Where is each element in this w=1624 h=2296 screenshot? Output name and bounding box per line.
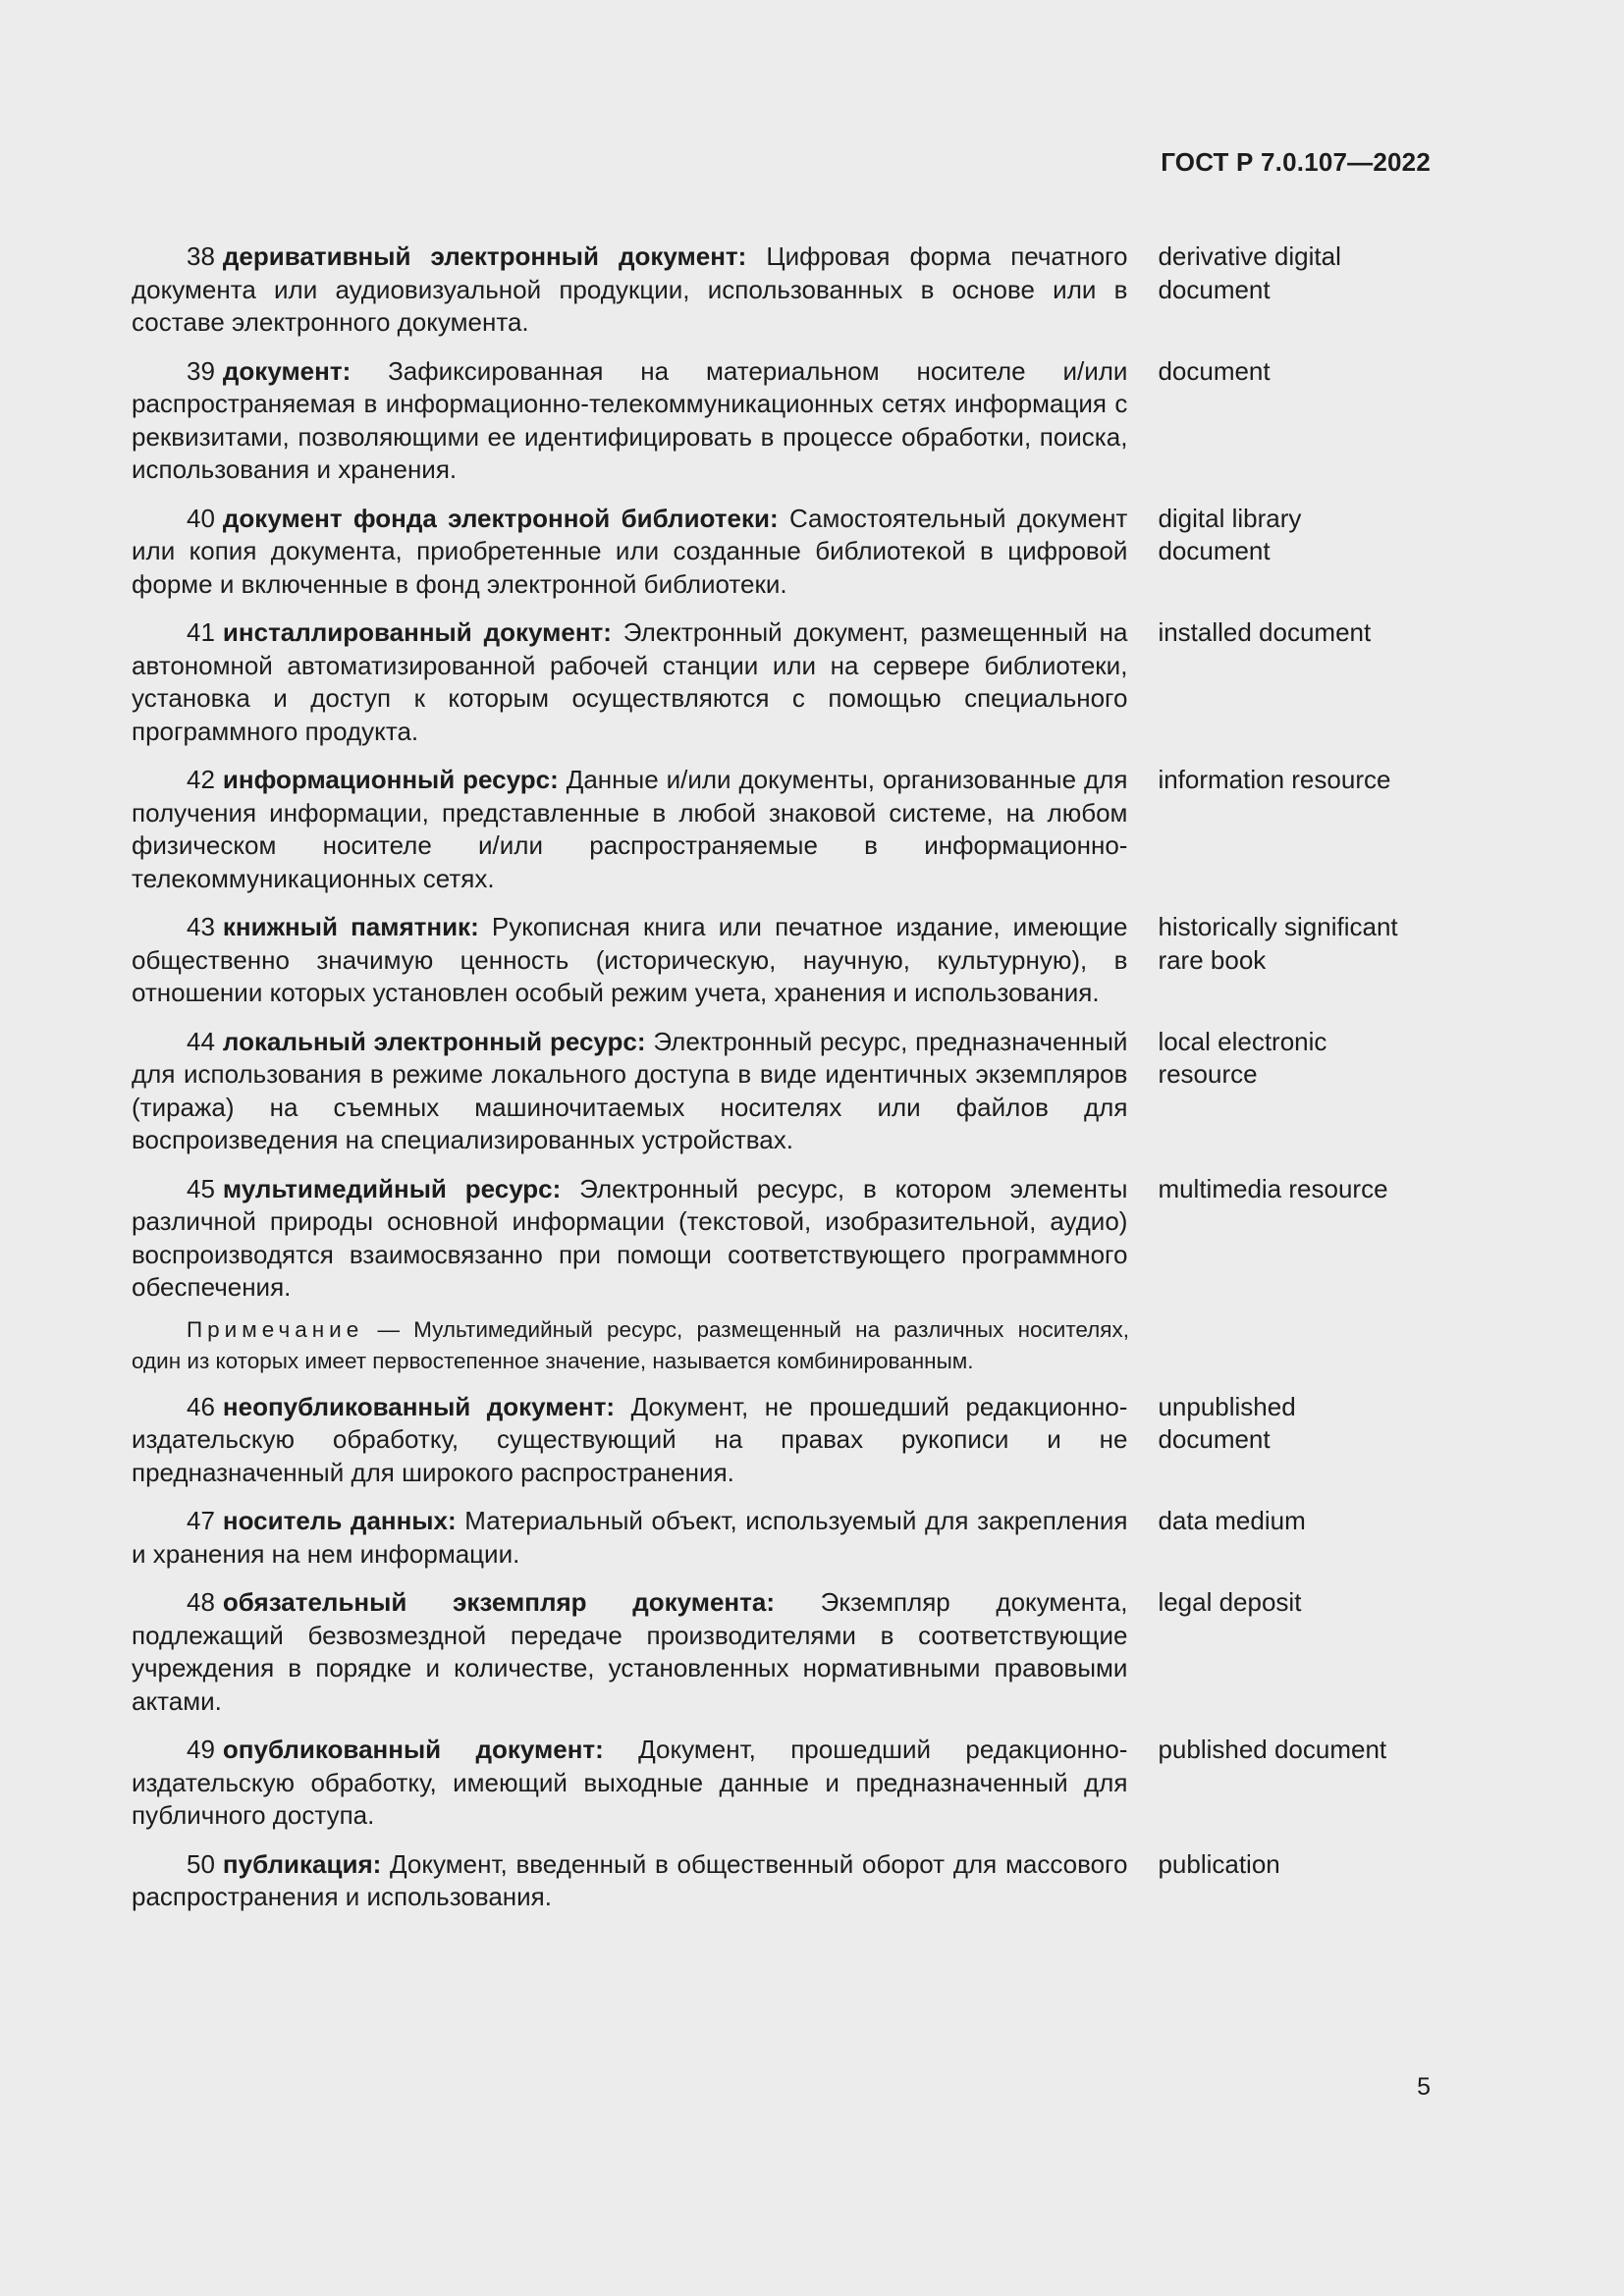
term-definition-text — [132, 764, 1127, 895]
term-entry-47 — [132, 1505, 1433, 1571]
terms-list — [132, 240, 1433, 1930]
term-definition: Электронный ресурс, в котором элементы различной природы основной информации (текстовой, изобразительной, аудио) воспроизводятся взаимосвязанно при помощи соответствующего программного обеспечения. — [132, 1173, 1128, 1302]
term-title: мультимедийный ресурс: — [222, 1173, 562, 1203]
term-definition-text — [132, 355, 1127, 487]
term-title: публикация: — [222, 1848, 382, 1879]
term-definition: Электронный ресурс, предназначенный для использования в режиме локального доступа в виде идентичных экземпляров (тиража) на съемных машиночитаемых носителях или файлов для воспроизведения на специализированных устройствах. — [132, 1026, 1128, 1154]
term-entry-43 — [132, 911, 1433, 1010]
term-number: 45 — [187, 1173, 215, 1203]
term-definition: Документ, введенный в общественный оборот для массового распространения и использования. — [132, 1848, 1128, 1911]
term-title: неопубликованный документ: — [222, 1391, 616, 1421]
document-code-header: ГОСТ Р 7.0.107—2022 — [1161, 147, 1431, 177]
term-definition-text — [132, 1391, 1127, 1490]
term-number: 38 — [187, 241, 215, 271]
term-definition-text — [132, 1505, 1127, 1571]
term-definition: Материальный объект, используемый для закрепления и хранения на нем информации. — [132, 1506, 1128, 1569]
term-number: 39 — [187, 355, 215, 386]
term-definition-text — [132, 1173, 1127, 1305]
note-dash: — — [377, 1316, 400, 1342]
term-number: 49 — [187, 1735, 215, 1764]
term-title: обязательный экземпляр документа: — [222, 1587, 775, 1617]
term-definition: Электронный документ, размещенный на автономной автоматизированной рабочей станции или на сервере библиотеки, установка и доступ к которым осуществляются с помощью специального программного продукта. — [132, 617, 1128, 746]
term-entry-41 — [132, 616, 1433, 748]
term-number: 46 — [187, 1391, 215, 1421]
term-title: опубликованный документ: — [222, 1735, 604, 1764]
english-equivalent: multimedia resource — [1158, 1173, 1388, 1203]
term-number: 44 — [187, 1026, 215, 1056]
term-title: книжный памятник: — [222, 912, 479, 941]
english-equivalent: data medium — [1158, 1506, 1306, 1535]
term-entry-38 — [132, 240, 1433, 340]
term-definition-text — [132, 1026, 1127, 1157]
term-entry-46 — [132, 1391, 1433, 1490]
english-equivalent: digital library document — [1158, 503, 1302, 565]
term-definition: Самостоятельный документ или копия документа, приобретенные или созданные библиотекой в цифровой форме и включенные в фонд электронной библиотеки. — [132, 503, 1128, 599]
term-definition: Данные и/или документы, организованные для получения информации, представленные в любой знаковой системе, на любом физическом носителе и/или распространяемые в информационно-телекоммуникационных сетях. — [132, 765, 1128, 893]
term-definition: Зафиксированная на материальном носителе и/или распространяемая в информационно-телекоммуникационных сетях информация с реквизитами, позволяющими ее идентифицировать в процессе обработки, поиска, использования и хранения. — [132, 355, 1128, 484]
english-equivalent: published document — [1158, 1735, 1387, 1764]
term-title: деривативный электронный документ: — [222, 241, 747, 271]
term-definition-text — [132, 911, 1127, 1010]
term-title: документ фонда электронной библиотеки: — [222, 503, 779, 533]
term-number: 47 — [187, 1506, 215, 1535]
term-definition-text — [132, 503, 1127, 602]
page-number: 5 — [1417, 2073, 1431, 2101]
term-title: документ: — [222, 355, 352, 386]
term-entry-48 — [132, 1586, 1433, 1718]
term-definition: Документ, не прошедший редакционно-издательскую обработку, существующий на правах рукописи и не предназначенный для широкого распространения. — [132, 1391, 1128, 1487]
term-definition: Документ, прошедший редакционно-издательскую обработку, имеющий выходные данные и предназначенный для публичного доступа. — [132, 1735, 1128, 1830]
term-entry-39 — [132, 355, 1433, 487]
term-definition-text — [132, 1848, 1127, 1914]
note-label: Примечание — [187, 1316, 364, 1342]
term-definition: Экземпляр документа, подлежащий безвозмездной передаче производителями в соответствующие учреждения в порядке и количестве, установленных нормативными правовыми актами. — [132, 1587, 1128, 1716]
term-entry-42 — [132, 764, 1433, 895]
term-title: локальный электронный ресурс: — [222, 1026, 646, 1056]
term-definition: Рукописная книга или печатное издание, имеющие общественно значимую ценность (историческую, научную, культурную), в отношении которых установлен особый режим учета, хранения и использования. — [132, 912, 1128, 1007]
term-entry-50 — [132, 1848, 1433, 1914]
term-number: 42 — [187, 765, 215, 794]
term-number: 41 — [187, 617, 215, 647]
english-equivalent: document — [1158, 355, 1271, 386]
english-equivalent: local electronic resource — [1158, 1026, 1327, 1089]
english-equivalent: derivative digital document — [1158, 241, 1341, 304]
term-definition-text — [132, 1586, 1127, 1718]
english-equivalent: legal deposit — [1158, 1587, 1302, 1617]
english-equivalent: unpublished document — [1158, 1391, 1296, 1454]
term-definition: Цифровая форма печатного документа или аудиовизуальной продукции, использованных в основе или в составе электронного документа. — [132, 241, 1128, 337]
term-title: носитель данных: — [222, 1506, 457, 1535]
english-equivalent: installed document — [1158, 617, 1372, 647]
term-entry-40 — [132, 503, 1433, 602]
term-entry-44 — [132, 1026, 1433, 1157]
note-text: Мультимедийный ресурс, размещенный на различных носителях, один из которых имеет первостепенное значение, называется комбинированным. — [132, 1316, 1129, 1373]
term-number: 48 — [187, 1587, 215, 1617]
english-equivalent: historically significant rare book — [1158, 912, 1398, 975]
term-entry-45 — [132, 1173, 1433, 1305]
english-equivalent: information resource — [1158, 765, 1391, 794]
term-number: 40 — [187, 503, 215, 533]
term-number: 43 — [187, 912, 215, 941]
term-title: информационный ресурс: — [222, 765, 559, 794]
term-number: 50 — [187, 1848, 215, 1879]
term-definition-text — [132, 240, 1127, 340]
term-definition-text — [132, 616, 1127, 748]
note-paragraph — [132, 1314, 1129, 1377]
term-definition-text — [132, 1734, 1127, 1833]
term-entry-49 — [132, 1734, 1433, 1833]
term-title: инсталлированный документ: — [222, 617, 612, 647]
english-equivalent: publication — [1158, 1848, 1280, 1879]
